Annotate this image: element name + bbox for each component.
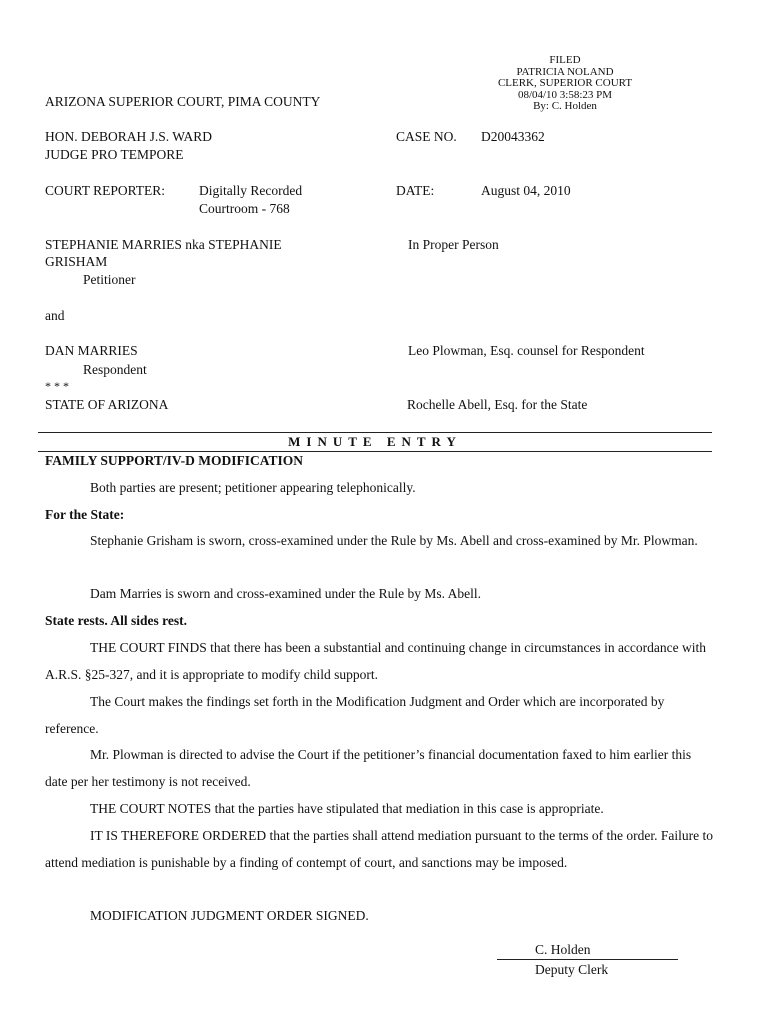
judge-name: HON. DEBORAH J.S. WARD [45,129,213,144]
state-name: STATE OF ARIZONA [45,397,169,412]
court-name: ARIZONA SUPERIOR COURT, PIMA COUNTY [45,94,321,109]
paragraph-grisham-sworn: Stephanie Grisham is sworn, cross-examined under the Rule by Ms. Abell and cross-examined by Mr. Plowman. [90,533,698,548]
respondent-name: DAN MARRIES [45,343,138,358]
petitioner-name-cont: GRISHAM [45,254,108,269]
paragraph-marries-sworn: Dam Marries is sworn and cross-examined under the Rule by Ms. Abell. [90,586,482,601]
case-number-label: CASE NO. [396,129,457,144]
hearing-date: August 04, 2010 [481,183,571,198]
state-counsel: Rochelle Abell, Esq. for the State [407,397,588,412]
clerk-name: C. Holden [497,941,678,960]
separator-stars: * * * [45,379,69,393]
respondent-role: Respondent [83,362,147,377]
paragraph-order-signed: MODIFICATION JUDGMENT ORDER SIGNED. [90,908,369,923]
petitioner-counsel: In Proper Person [408,237,499,252]
paragraph-plowman-directed: Mr. Plowman is directed to advise the Court if the petitioner’s financial documentation faxed to him earlier this date per her testimony is not received. [45,747,692,789]
section-heading: FAMILY SUPPORT/IV-D MODIFICATION [45,453,304,468]
stamp-line: FILED [549,54,581,66]
respondent-counsel: Leo Plowman, Esq. counsel for Respondent [408,343,645,358]
paragraph-findings: The Court makes the findings set forth in the Modification Judgment and Order which are incorporated by reference. [45,694,665,736]
case-number: D20043362 [481,129,545,144]
petitioner-role: Petitioner [83,272,136,287]
paragraph-court-notes: THE COURT NOTES that the parties have stipulated that mediation in this case is appropriate. [90,801,604,816]
date-label: DATE: [396,183,435,198]
stamp-line: CLERK, SUPERIOR COURT [497,77,633,89]
and-conjunction: and [45,308,65,323]
paragraph-court-finds: THE COURT FINDS that there has been a substantial and continuing change in circumstances in accordance with A.R.S. §25-327, and it is appropriate to modify child support. [45,640,707,682]
rests-heading: State rests. All sides rest. [45,613,187,628]
filed-stamp [460,55,670,113]
court-reporter-line-2: Courtroom - 768 [199,201,290,216]
clerk-title: Deputy Clerk [535,962,609,977]
stamp-line: PATRICIA NOLAND [516,65,614,78]
stamp-line: By: C. Holden [533,100,597,112]
stamp-line: 08/04/10 3:58:23 PM [517,88,613,101]
minute-entry-heading: MINUTE ENTRY [288,434,462,449]
paragraph-ordered: IT IS THEREFORE ORDERED that the parties shall attend mediation pursuant to the terms of the order. Failure to attend mediation is punishable by a finding of contempt of court, and sanctions may be imposed. [45,828,714,870]
court-reporter-label: COURT REPORTER: [45,183,166,198]
signature-block [497,941,678,979]
court-reporter-line-1: Digitally Recorded [199,183,303,198]
petitioner-name: STEPHANIE MARRIES nka STEPHANIE [45,237,282,252]
for-state-heading: For the State: [45,507,125,522]
paragraph-presence: Both parties are present; petitioner appearing telephonically. [90,480,416,495]
divider-top [38,432,712,433]
judge-title: JUDGE PRO TEMPORE [45,147,184,162]
